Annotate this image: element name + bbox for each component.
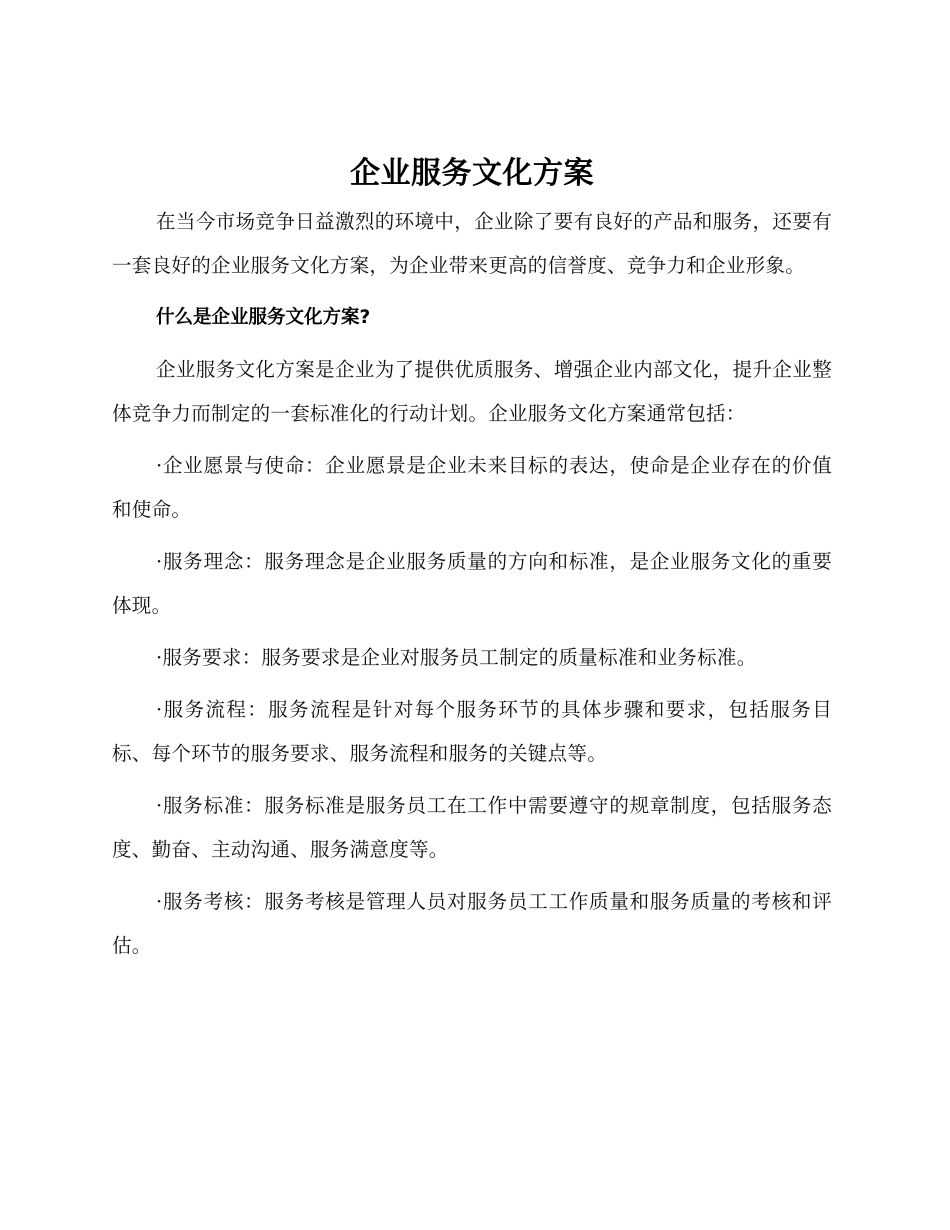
list-item	[112, 688, 832, 776]
bullet-marker: ·	[156, 698, 163, 721]
list-item-text: 服务理念：服务理念是企业服务质量的方向和标准，是企业服务文化的重要体现。	[112, 550, 832, 617]
list-item-text: 服务标准：服务标准是服务员工在工作中需要遵守的规章制度，包括服务态度、勤奋、主动沟通、服务满意度等。	[112, 794, 832, 861]
document-title: 企业服务文化方案	[350, 156, 594, 191]
list-item-text: 服务要求：服务要求是企业对服务员工制定的质量标准和业务标准。	[162, 646, 757, 669]
list-item	[112, 636, 832, 680]
list-item	[112, 444, 832, 532]
bullet-marker: ·	[156, 646, 163, 669]
intro-paragraph: 在当今市场竞争日益激烈的环境中，企业除了要有良好的产品和服务，还要有一套良好的企业服务文化方案，为企业带来更高的信誉度、竞争力和企业形象。	[112, 210, 832, 277]
bullet-marker: ·	[156, 550, 163, 573]
list-item-text: 服务考核：服务考核是管理人员对服务员工工作质量和服务质量的考核和评估。	[112, 890, 832, 957]
bullet-marker: ·	[156, 454, 163, 477]
list-item	[112, 880, 832, 968]
list-item-text: 企业愿景与使命：企业愿景是企业未来目标的表达，使命是企业存在的价值和使命。	[112, 454, 832, 521]
list-item	[112, 784, 832, 872]
bullet-marker: ·	[156, 794, 163, 817]
definition-paragraph: 企业服务文化方案是企业为了提供优质服务、增强企业内部文化，提升企业整体竞争力而制定的一套标准化的行动计划。企业服务文化方案通常包括：	[112, 358, 832, 425]
list-item-text: 服务流程：服务流程是针对每个服务环节的具体步骤和要求，包括服务目标、每个环节的服务要求、服务流程和服务的关键点等。	[112, 698, 832, 765]
section-heading: 什么是企业服务文化方案?	[156, 307, 371, 328]
list-item	[112, 540, 832, 628]
bullet-marker: ·	[156, 890, 163, 913]
document-body	[112, 148, 832, 968]
